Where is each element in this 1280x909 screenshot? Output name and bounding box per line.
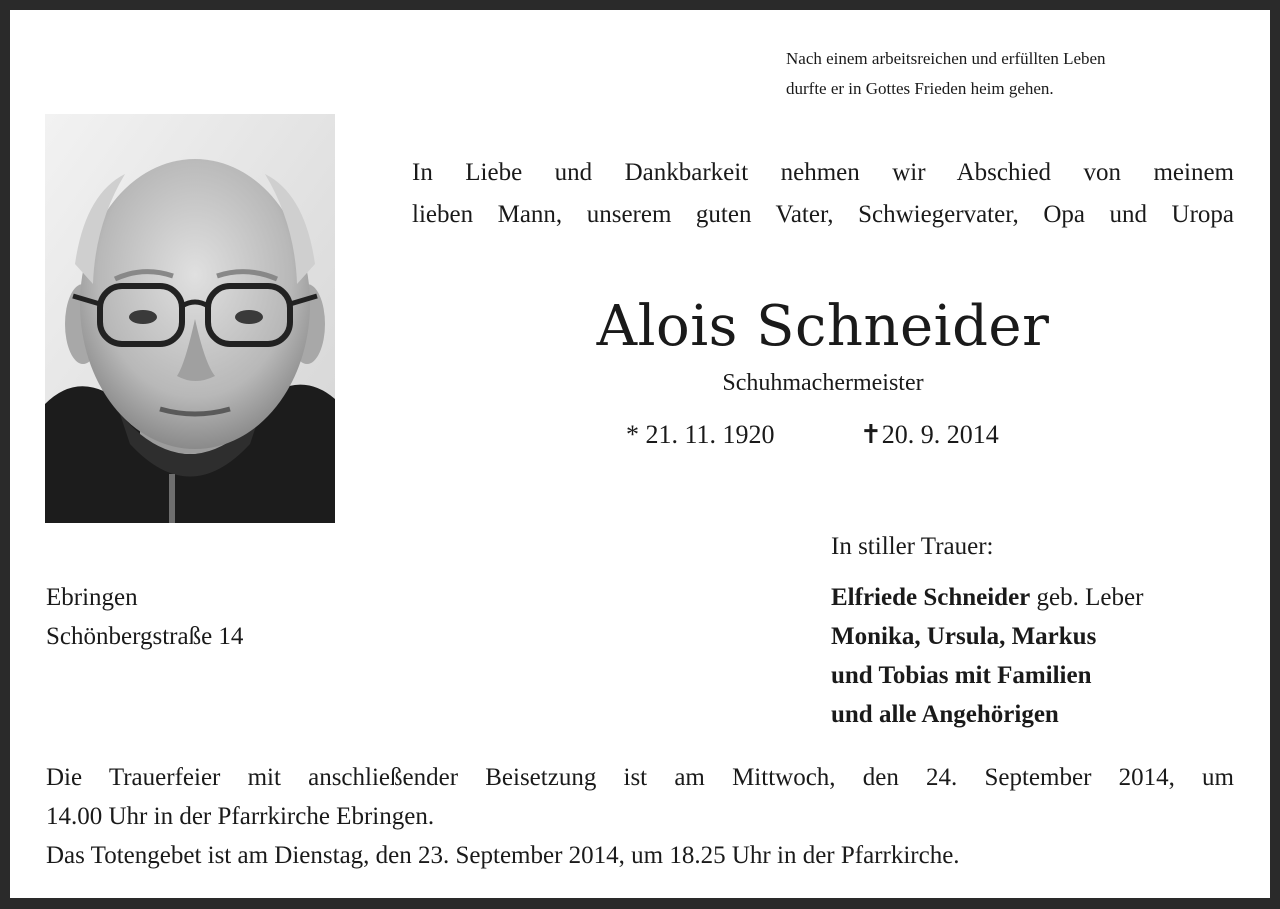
mourners-list [831,578,1143,734]
portrait-illustration [45,114,335,523]
portrait-photo [45,114,335,523]
address-town: Ebringen [46,584,138,611]
motto [786,44,1106,104]
service-line-1: Die Trauerfeier mit anschließender Beisetzung ist am Mittwoch, den 24. September 2014, um [46,764,1234,791]
intro-line-2: lieben Mann, unserem guten Vater, Schwiegervater, Opa und Uropa [412,201,1234,228]
intro-text [412,152,1234,236]
service-information [46,758,1234,875]
obituary-card [10,10,1270,898]
wife-name: Elfriede Schneider [831,584,1031,611]
deceased-occupation: Schuhmachermeister [722,370,924,396]
wife-birthname: geb. Leber [1030,584,1144,611]
motto-line-2: durfte er in Gottes Frieden heim gehen. [786,79,1054,98]
family-address [46,578,243,656]
mourning-heading: In stiller Trauer: [831,533,994,560]
service-line-3: Das Totengebet ist am Dienstag, den 23. September 2014, um 18.25 Uhr in der Pfarrkirche. [46,842,960,869]
mourner-relatives: und alle Angehörigen [831,701,1059,728]
mourner-children-families: und Tobias mit Familien [831,662,1092,689]
birth-date: * 21. 11. 1920 [626,420,775,449]
death-date: ✝20. 9. 2014 [860,420,999,449]
address-street: Schönbergstraße 14 [46,623,244,650]
mourner-children: Monika, Ursula, Markus [831,623,1097,650]
mourner-wife [831,578,1143,617]
motto-line-1: Nach einem arbeitsreichen und erfüllten Leben [786,49,1106,68]
intro-line-1: In Liebe und Dankbarkeit nehmen wir Abschied von meinem [412,159,1234,186]
deceased-name: Alois Schneider [596,294,1050,359]
service-line-2: 14.00 Uhr in der Pfarrkirche Ebringen. [46,803,435,830]
